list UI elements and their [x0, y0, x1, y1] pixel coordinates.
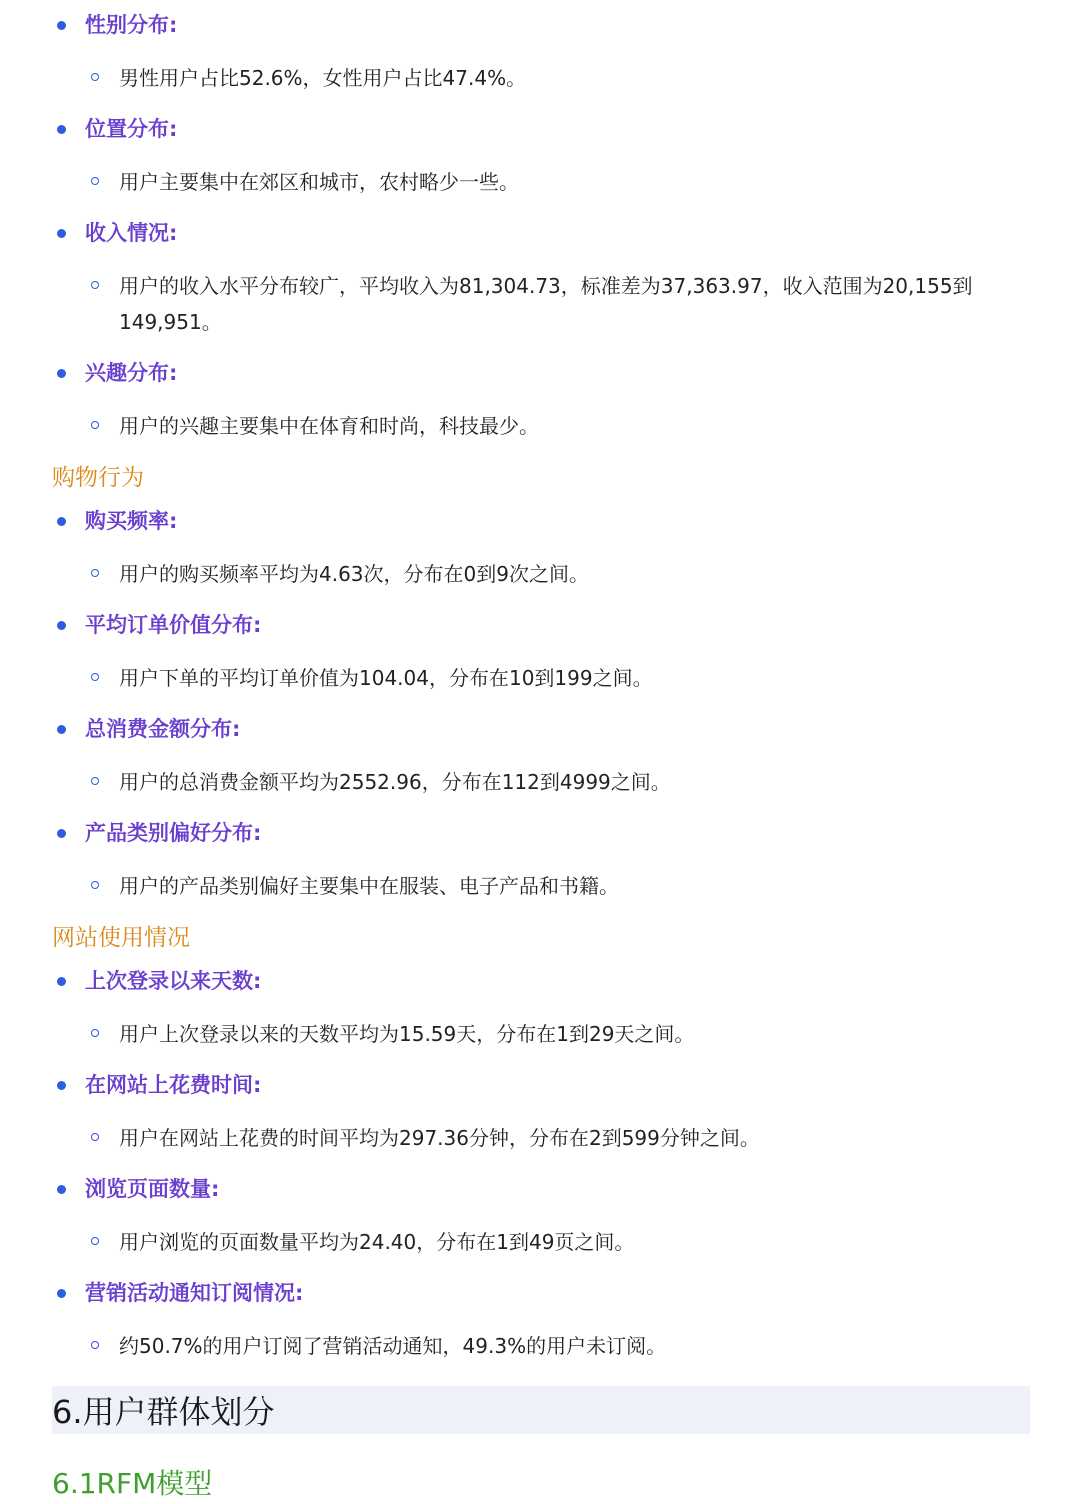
sub-list-item	[0, 1328, 1080, 1364]
circle-bullet-icon	[91, 281, 99, 289]
bullet-title: 营销活动通知订阅情况:	[85, 1281, 304, 1305]
section-heading-website: 网站使用情况	[52, 925, 190, 951]
sub-list-item	[0, 1224, 1080, 1260]
sub-list-item	[0, 764, 1080, 800]
detail-text: 用户的总消费金额平均为2552.96，分布在112到4999之间。	[119, 770, 671, 794]
sub-list-item	[0, 1120, 1080, 1156]
bullet-icon	[57, 1185, 66, 1194]
bullet-title: 购买频率:	[85, 509, 178, 533]
list-item	[0, 1066, 1080, 1104]
bullet-title: 在网站上花费时间:	[85, 1073, 262, 1097]
circle-bullet-icon	[91, 177, 99, 185]
detail-text: 用户浏览的页面数量平均为24.40，分布在1到49页之间。	[119, 1230, 635, 1254]
demographics-list	[0, 6, 1080, 444]
list-item	[0, 502, 1080, 540]
detail-text: 用户下单的平均订单价值为104.04，分布在10到199之间。	[119, 666, 653, 690]
bullet-icon	[57, 125, 66, 134]
bullet-title: 性别分布:	[85, 13, 178, 37]
sub-list-item	[0, 408, 1080, 444]
circle-bullet-icon	[91, 421, 99, 429]
sub-list-item	[0, 1016, 1080, 1052]
detail-text: 用户的产品类别偏好主要集中在服装、电子产品和书籍。	[119, 874, 619, 898]
detail-text: 用户上次登录以来的天数平均为15.59天，分布在1到29天之间。	[119, 1022, 695, 1046]
list-item	[0, 1170, 1080, 1208]
circle-bullet-icon	[91, 569, 99, 577]
bullet-icon	[57, 725, 66, 734]
sub-list-item	[0, 60, 1080, 96]
section-heading-shopping: 购物行为	[52, 465, 144, 491]
detail-text: 男性用户占比52.6%，女性用户占比47.4%。	[119, 66, 527, 90]
section-6-1-title: 6.1RFM模型	[52, 1467, 213, 1500]
detail-text: 用户在网站上花费的时间平均为297.36分钟，分布在2到599分钟之间。	[119, 1126, 760, 1150]
shopping-list	[0, 502, 1080, 904]
bullet-icon	[57, 229, 66, 238]
list-item	[0, 962, 1080, 1000]
circle-bullet-icon	[91, 1133, 99, 1141]
list-item	[0, 814, 1080, 852]
bullet-icon	[57, 621, 66, 630]
bullet-title: 兴趣分布:	[85, 361, 178, 385]
bullet-icon	[57, 977, 66, 986]
list-item	[0, 110, 1080, 148]
sub-list-item	[0, 268, 1080, 340]
list-item	[0, 710, 1080, 748]
detail-text: 用户的收入水平分布较广，平均收入为81,304.73，标准差为37,363.97，收入范围为20,155到149,951。	[119, 274, 973, 334]
bullet-title: 产品类别偏好分布:	[85, 821, 262, 845]
bullet-icon	[57, 517, 66, 526]
detail-text: 用户的兴趣主要集中在体育和时尚，科技最少。	[119, 414, 539, 438]
list-item	[0, 606, 1080, 644]
circle-bullet-icon	[91, 73, 99, 81]
circle-bullet-icon	[91, 673, 99, 681]
bullet-title: 总消费金额分布:	[85, 717, 241, 741]
bullet-title: 浏览页面数量:	[85, 1177, 220, 1201]
bullet-icon	[57, 1081, 66, 1090]
bullet-title: 上次登录以来天数:	[85, 969, 262, 993]
circle-bullet-icon	[91, 1029, 99, 1037]
bullet-title: 收入情况:	[85, 221, 178, 245]
circle-bullet-icon	[91, 881, 99, 889]
sub-list-item	[0, 868, 1080, 904]
bullet-icon	[57, 1289, 66, 1298]
bullet-icon	[57, 829, 66, 838]
detail-text: 用户主要集中在郊区和城市，农村略少一些。	[119, 170, 519, 194]
list-item	[0, 354, 1080, 392]
circle-bullet-icon	[91, 777, 99, 785]
circle-bullet-icon	[91, 1237, 99, 1245]
list-item	[0, 214, 1080, 252]
bullet-title: 位置分布:	[85, 117, 178, 141]
list-item	[0, 1274, 1080, 1312]
bullet-title: 平均订单价值分布:	[85, 613, 262, 637]
detail-text: 约50.7%的用户订阅了营销活动通知，49.3%的用户未订阅。	[119, 1334, 667, 1358]
sub-list-item	[0, 660, 1080, 696]
section-6-heading-box	[52, 1386, 1030, 1434]
bullet-icon	[57, 369, 66, 378]
website-list	[0, 962, 1080, 1364]
detail-text: 用户的购买频率平均为4.63次，分布在0到9次之间。	[119, 562, 589, 586]
list-item	[0, 6, 1080, 44]
section-6-title: 6.用户群体划分	[52, 1393, 275, 1431]
sub-list-item	[0, 164, 1080, 200]
circle-bullet-icon	[91, 1341, 99, 1349]
sub-list-item	[0, 556, 1080, 592]
bullet-icon	[57, 21, 66, 30]
